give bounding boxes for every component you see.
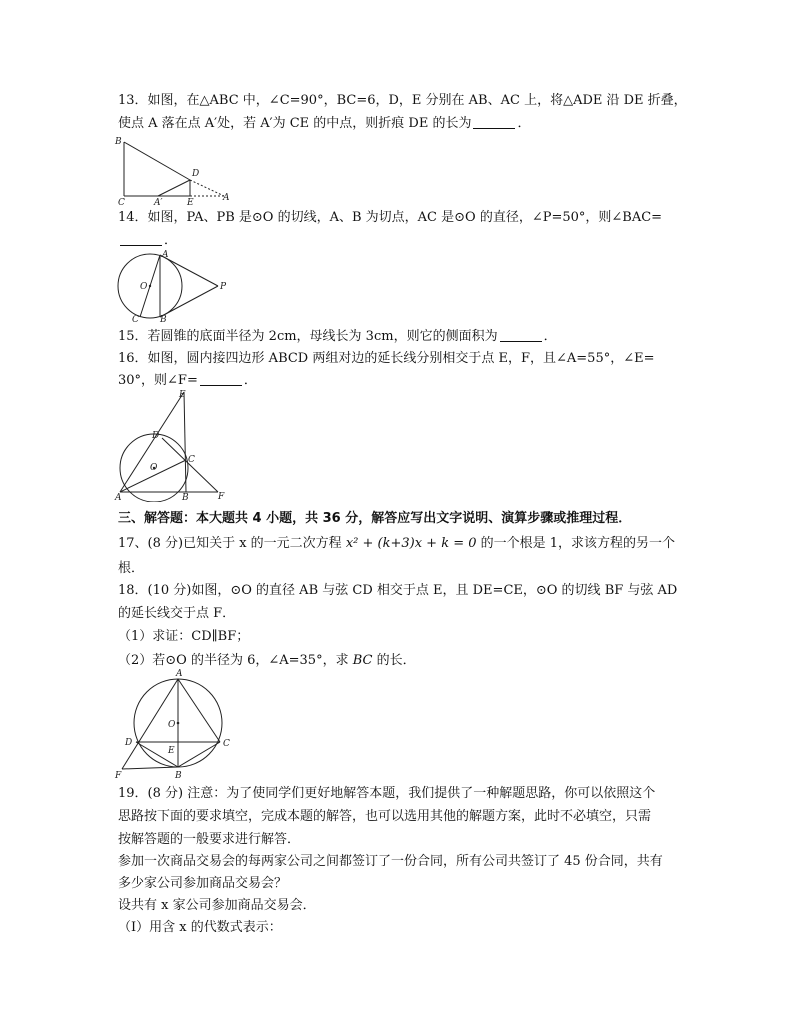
q14-label-A: A bbox=[162, 250, 169, 260]
q17-text-line2: 根． bbox=[118, 561, 145, 576]
q19-text-line1: 19．(8 分) 注意：为了使同学们更好地解答本题，我们提供了一种解题思路，你可以依照这个 bbox=[118, 786, 656, 801]
q13-text-line2a: 使点 A 落在点 A′处，若 A′为 CE 的中点，则折痕 DE 的长为 bbox=[118, 116, 472, 131]
q18-part-2b: 的长． bbox=[376, 653, 416, 668]
q13-text-line2 bbox=[118, 113, 678, 135]
q18-text-line1: 18．(10 分)如图，⊙O 的直径 AB 与弦 CD 相交于点 E，且 DE=CE，⊙O 的切线 BF 与弦 AD bbox=[118, 583, 678, 598]
q13-answer-blank[interactable] bbox=[473, 114, 515, 129]
q18-label-B: B bbox=[175, 771, 182, 780]
q18-label-C: C bbox=[223, 739, 230, 749]
q18-arc-bc: BC bbox=[352, 653, 373, 668]
q19-text-line3: 按解答题的一般要求进行解答． bbox=[118, 832, 301, 847]
q19-text-line5: 多少家公司参加商品交易会？ bbox=[118, 876, 288, 891]
q16-label-E: E bbox=[179, 390, 186, 400]
q18-text-line2: 的延长线交于点 F． bbox=[118, 606, 236, 621]
q19-text-line4: 参加一次商品交易会的每两家公司之间都签订了一份合同，所有公司共签订了 45 份合同，共有 bbox=[118, 854, 663, 869]
q16-answer-blank[interactable] bbox=[200, 371, 242, 386]
q19-text-line6: 设共有 x 家公司参加商品交易会． bbox=[118, 898, 316, 913]
q14-figure bbox=[112, 250, 236, 322]
q16-label-F: F bbox=[218, 492, 225, 502]
q18-figure bbox=[112, 668, 238, 780]
q13-label-A: A bbox=[223, 193, 230, 203]
q14-answer-blank[interactable] bbox=[120, 231, 162, 246]
q14-text-line2 bbox=[118, 230, 678, 252]
q14-text-line2b: ． bbox=[164, 233, 178, 248]
q13-figure bbox=[112, 134, 242, 206]
q13-text-line2b: ． bbox=[517, 116, 531, 131]
q19-text-line7: （Ⅰ）用含 x 的代数式表示： bbox=[118, 920, 282, 935]
q16-label-O: O bbox=[150, 463, 158, 473]
q15-answer-blank[interactable] bbox=[500, 327, 542, 342]
q19-text-line2: 思路按下面的要求填空，完成本题的解答，也可以选用其他的解题方案，此时不必填空，只需 bbox=[118, 809, 652, 824]
q14-label-B: B bbox=[160, 315, 167, 322]
q17-equation: x² + (k+3)x + k = 0 bbox=[345, 536, 477, 551]
q14-label-C: C bbox=[132, 315, 139, 322]
q18-part-1: （1）求证：CD∥BF； bbox=[118, 629, 250, 644]
q18-label-O: O bbox=[168, 720, 176, 730]
q13-label-E: E bbox=[187, 198, 194, 206]
q14-label-O: O bbox=[140, 282, 148, 292]
q13-label-D: D bbox=[192, 169, 200, 179]
q18-label-A: A bbox=[176, 669, 183, 679]
q13-label-B: B bbox=[115, 137, 122, 147]
q13-label-C: C bbox=[118, 198, 125, 206]
q17-text-line1 bbox=[118, 533, 678, 555]
q15-text bbox=[118, 326, 678, 348]
q16-text-line2a: 30°，则∠F= bbox=[118, 373, 198, 388]
q16-label-B: B bbox=[182, 493, 189, 502]
q14-label-P: P bbox=[220, 282, 227, 292]
q14-text-line1: 14．如图，PA、PB 是⊙O 的切线，A、B 为切点，AC 是⊙O 的直径，∠P=50°，则∠BAC= bbox=[118, 210, 663, 225]
q17-text-line1b: 的一个根是 1，求该方程的另一个 bbox=[480, 536, 676, 551]
q16-label-C: C bbox=[188, 455, 195, 465]
q16-figure bbox=[112, 388, 236, 502]
q16-text-line2b: ． bbox=[243, 373, 257, 388]
q16-text-line1: 16．如图，圆内接四边形 ABCD 两组对边的延长线分别相交于点 E，F，且∠A=55°，∠E= bbox=[118, 351, 655, 366]
q15-text-b: ． bbox=[543, 329, 557, 344]
q13-label-A-prime: A′ bbox=[154, 198, 163, 206]
q16-label-A: A bbox=[115, 493, 122, 502]
q16-label-D: D bbox=[152, 431, 160, 441]
q17-text-line1a: 17、(8 分)已知关于 x 的一元二次方程 bbox=[118, 536, 342, 551]
q18-label-D: D bbox=[125, 738, 133, 748]
q18-label-E: E bbox=[168, 746, 175, 756]
q13-text-line1: 13．如图，在△ABC 中，∠C=90°，BC=6，D，E 分别在 AB、AC 上，将△ADE 沿 DE 折叠， bbox=[118, 93, 687, 108]
q18-label-F: F bbox=[115, 771, 122, 780]
q18-part-2a: （2）若⊙O 的半径为 6，∠A=35°，求 bbox=[118, 653, 349, 668]
section-3-heading: 三、解答题：本大题共 4 小题，共 36 分，解答应写出文字说明、演算步骤或推理过程． bbox=[118, 511, 632, 526]
q15-text-a: 15．若圆锥的底面半径为 2cm，母线长为 3cm，则它的侧面积为 bbox=[118, 329, 498, 344]
